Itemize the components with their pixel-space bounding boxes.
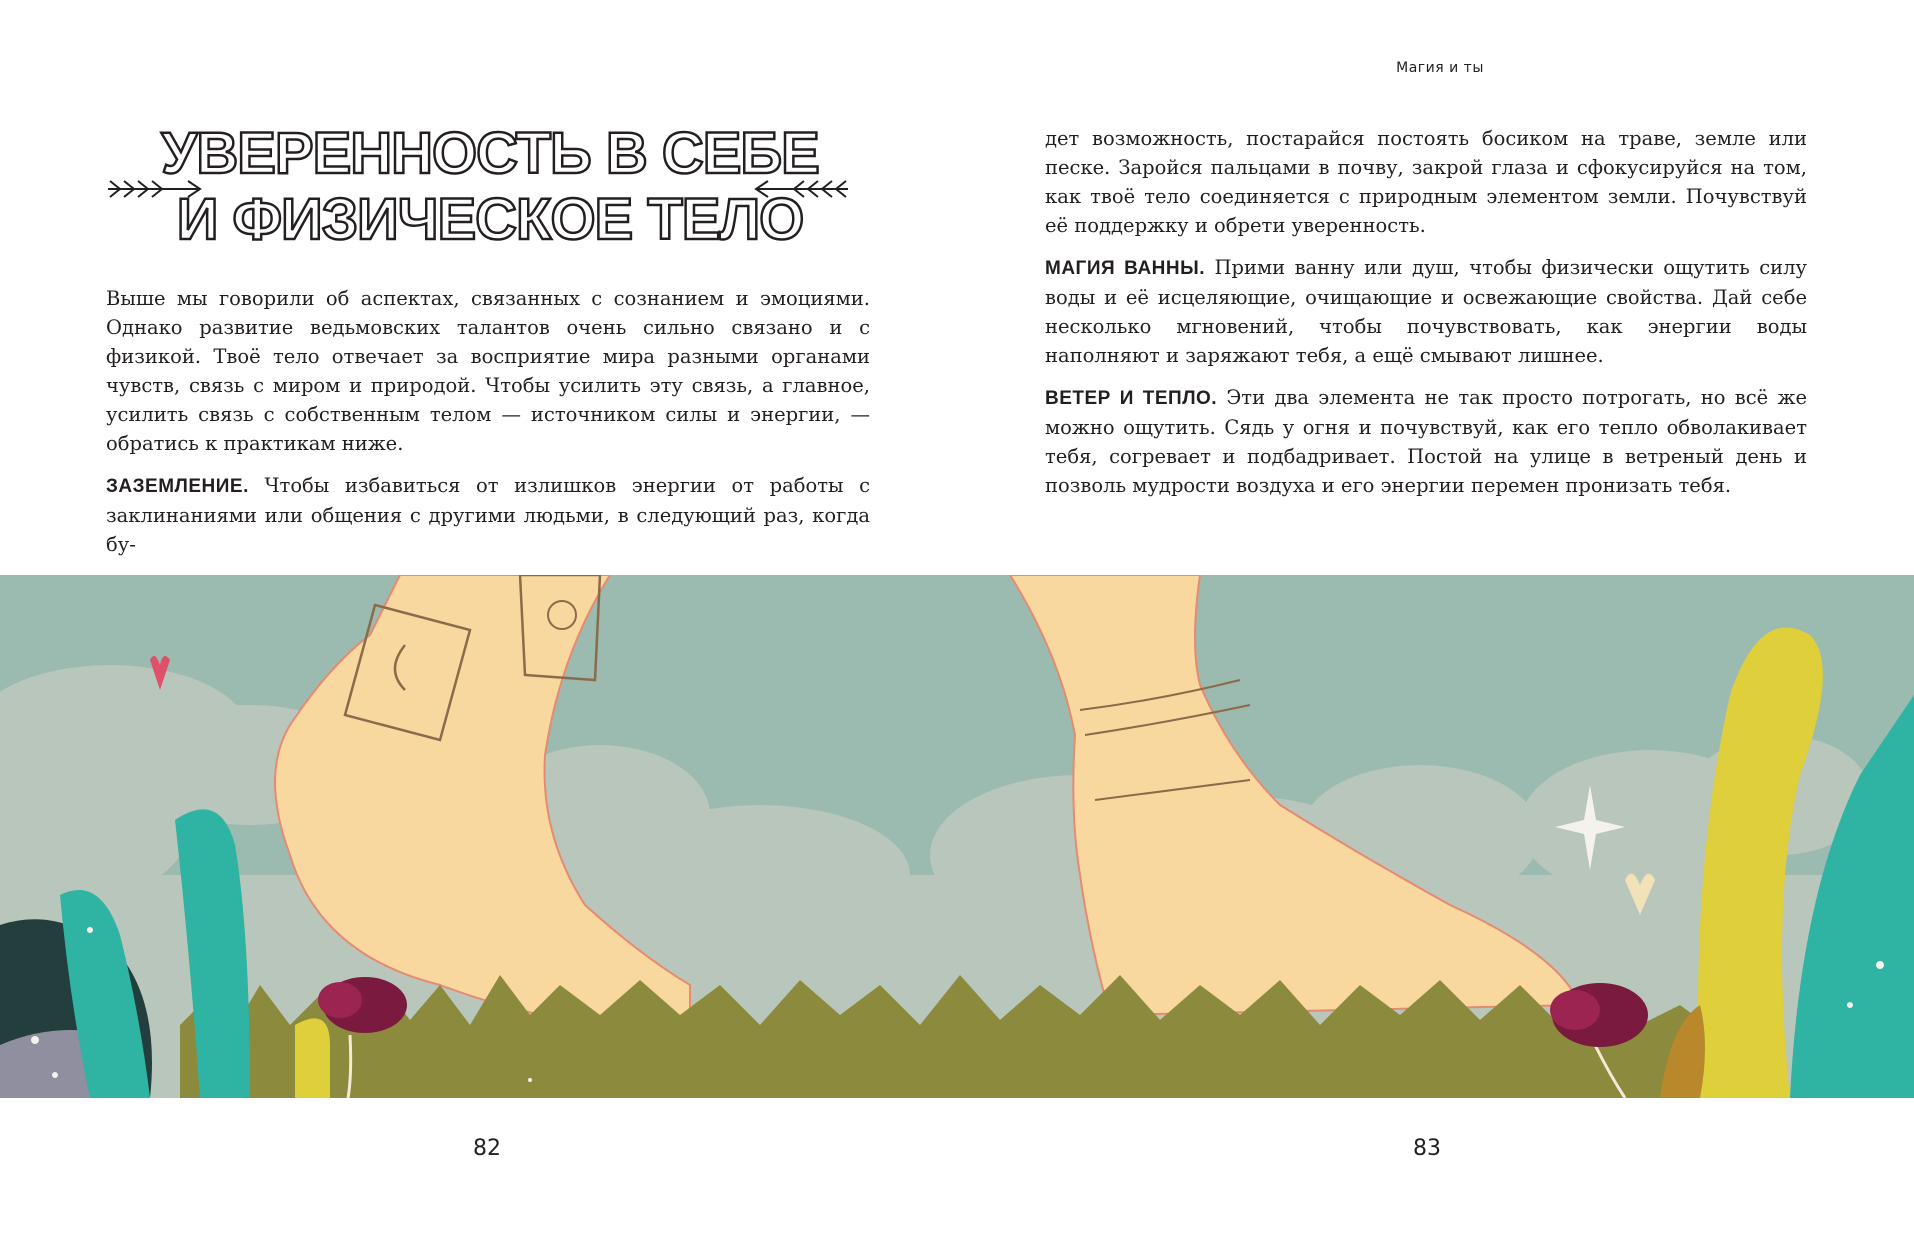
grounding-continuation: дет возможность, постарайся постоять босиком на траве, земле или песке. Заройся пальцами в почву, закрой глаза и сфокусируйся на том, как твоё тело соединяется с природным элементом земли. Почувствуй её поддержку и обрети уверенность. (1045, 127, 1807, 237)
page-number-right: 83 (1413, 1136, 1441, 1161)
chapter-title (100, 118, 880, 258)
title-line-1: УВЕРЕННОСТЬ В СЕБЕ (161, 121, 819, 186)
wind-paragraph (1045, 383, 1807, 500)
grounding-heading: ЗАЗЕМЛЕНИЕ. (106, 476, 249, 497)
bath-paragraph (1045, 253, 1807, 370)
grounding-paragraph (106, 471, 870, 559)
bath-heading: МАГИЯ ВАННЫ. (1045, 258, 1205, 279)
grounding-text: Чтобы избавиться от излишков энергии от работы с заклинаниями или общения с другими людьми, в следующий раз, когда бу- (106, 474, 870, 556)
yellow-leaf-left (295, 1018, 330, 1098)
bath-text: Прими ванну или душ, чтобы физически ощутить силу воды и её исцеляющие, очищающие и освежающие свойства. Дай себе несколько мгновений, чтобы почувствовать, как энергии воды наполняют и заряжают тебя, а ещё смывают лишнее. (1045, 256, 1808, 367)
left-column-text (106, 284, 870, 572)
intro-paragraph: Выше мы говорили об аспектах, связанных с сознанием и эмоциями. Однако развитие ведьмовских талантов очень сильно связано и с физикой. Твоё тело отвечает за восприятие мира разными органами чувств, связь с миром и природой. Чтобы усилить эту связь, а главное, усилить связь с собственным телом — источником силы и энергии, — обратись к практикам ниже. (106, 287, 870, 455)
right-column-text (1045, 124, 1807, 513)
wind-heading: ВЕТЕР И ТЕПЛО. (1045, 388, 1218, 409)
page-number-left: 82 (473, 1136, 501, 1161)
wind-text: Эти два элемента не так просто потрогать, но всё же можно ощутить. Сядь у огня и почувствуй, как его тепло обволакивает тебя, согревает и подбадривает. Постой на улице в ветреный день и позволь мудрости воздуха и его энергии перемен пронизать тебя. (1045, 386, 1807, 497)
arrow-ornament-right-icon (754, 178, 850, 200)
title-line-2: И ФИЗИЧЕСКОЕ ТЕЛО (176, 187, 804, 252)
illustration-svg (0, 575, 1914, 1098)
barefoot-illustration (0, 575, 1914, 1098)
running-head: Магия и ты (1396, 60, 1484, 76)
